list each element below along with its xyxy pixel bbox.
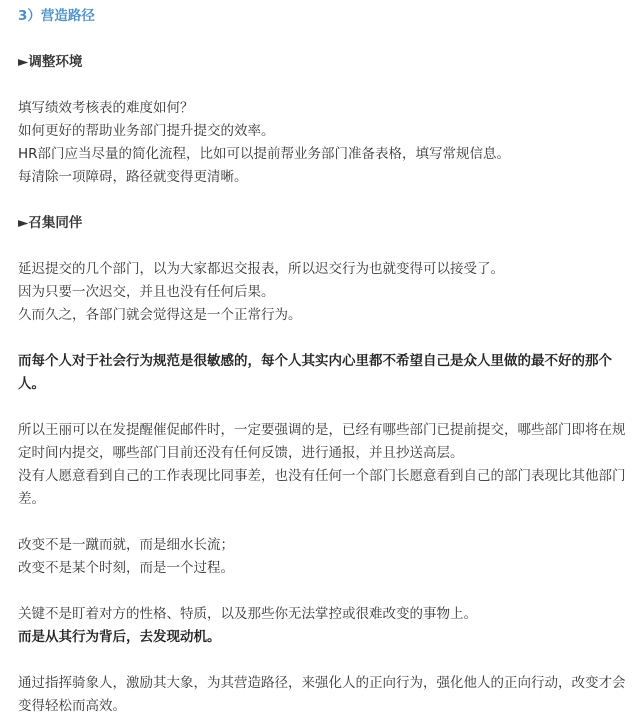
text-line: 通过指挥骑象人，激励其大象，为其营造路径，来强化人的正向行为，强化他人的正向行动，改变才会 xyxy=(18,675,626,691)
text-line: 人。 xyxy=(18,376,45,392)
text-line: 填写绩效考核表的难度如何？ xyxy=(18,100,194,116)
text-line: 而每个人对于社会行为规范是很敏感的，每个人其实内心里都不希望自己是众人里做的最不好的那个 xyxy=(18,353,612,369)
paragraph-social-norms xyxy=(18,350,626,396)
text-line-bold: 而是从其行为背后，去发现动机。 xyxy=(18,629,221,645)
text-line: 每清除一项障碍，路径就变得更清晰。 xyxy=(18,169,248,185)
text-line: 所以王丽可以在发提醒催促邮件时，一定要强调的是，已经有哪些部门已提前提交，哪些部门即将在规 xyxy=(18,422,626,438)
heading-adjust-environment: ►调整环境 xyxy=(18,54,83,70)
text-line: 差。 xyxy=(18,491,45,507)
text-line: 改变不是一蹴而就，而是细水长流； xyxy=(18,537,234,553)
text-line: 如何更好的帮助业务部门提升提交的效率。 xyxy=(18,123,275,139)
paragraph-gather-peers xyxy=(18,258,626,327)
text-line: 没有人愿意看到自己的工作表现比同事差，也没有任何一个部门长愿意看到自己的部门表现比其他部门 xyxy=(18,468,626,484)
text-line: 变得轻松而高效。 xyxy=(18,698,126,714)
paragraph-reminder-email xyxy=(18,419,626,511)
text-line: 久而久之，各部门就会觉得这是一个正常行为。 xyxy=(18,307,302,323)
text-line: HR部门应当尽量的简化流程，比如可以提前帮业务部门准备表格，填写常规信息。 xyxy=(18,146,511,162)
heading-gather-peers: ►召集同伴 xyxy=(18,215,83,231)
paragraph-conclusion xyxy=(18,672,626,718)
text-line: 因为只要一次迟交，并且也没有任何后果。 xyxy=(18,284,275,300)
text-line: 关键不是盯着对方的性格、特质，以及那些你无法掌控或很难改变的事物上。 xyxy=(18,606,477,622)
text-line: 延迟提交的几个部门，以为大家都迟交报表，所以迟交行为也就变得可以接受了。 xyxy=(18,261,504,277)
text-line: 定时间内提交，哪些部门目前还没有任何反馈，进行通报，并且抄送高层。 xyxy=(18,445,464,461)
section-title: 3）营造路径 xyxy=(18,8,95,24)
paragraph-change-process xyxy=(18,534,626,580)
paragraph-adjust-environment xyxy=(18,97,626,189)
paragraph-key-motivation xyxy=(18,603,626,649)
text-line: 改变不是某个时刻，而是一个过程。 xyxy=(18,560,234,576)
